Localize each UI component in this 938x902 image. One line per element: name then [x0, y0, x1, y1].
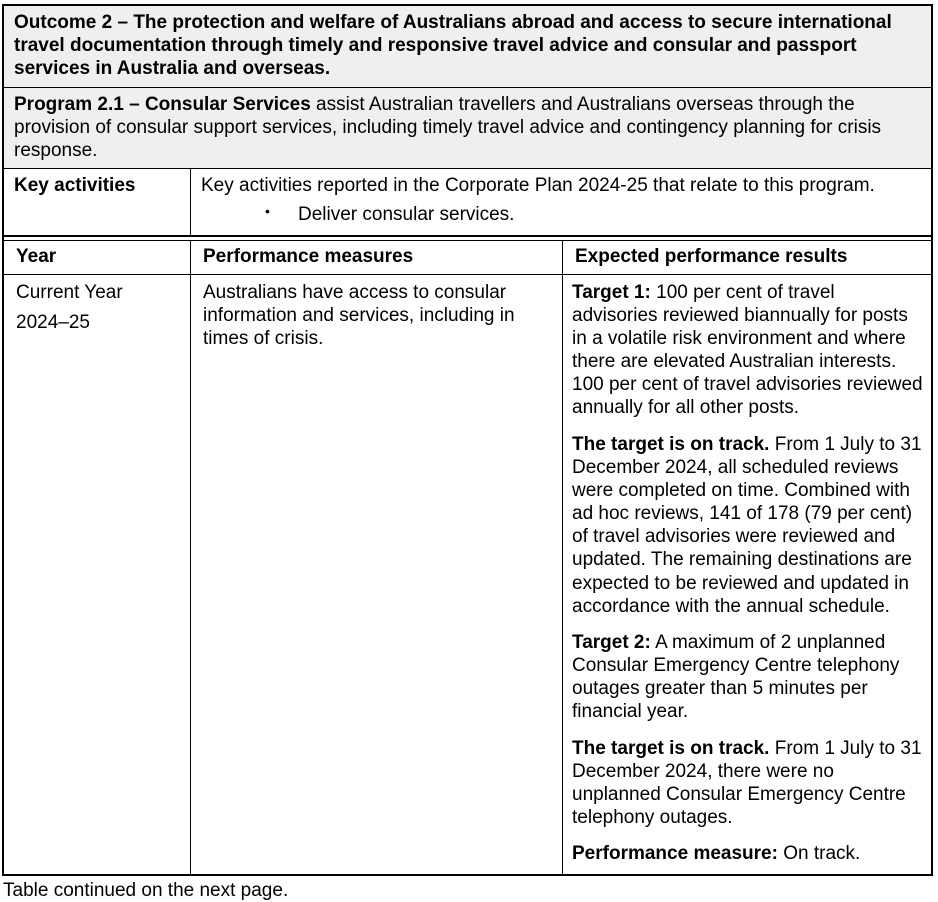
key-activities-label: Key activities — [14, 175, 136, 197]
table-body-row — [4, 275, 931, 874]
result-text: 100 per cent of travel advisories reviewed biannually for posts in a volatile risk environment and where there are elevated Australian interests. 100 per cent of travel advisories reviewed annually for all other posts. — [572, 281, 923, 419]
performance-table — [2, 4, 933, 876]
result-paragraph-target-1-status — [572, 433, 923, 618]
result-paragraph-overall-status — [572, 842, 923, 865]
key-activities-row — [4, 169, 931, 235]
table-continued-caption: Table continued on the next page. — [3, 879, 289, 901]
result-text: From 1 July to 31 December 2024, all scheduled reviews were completed on time. Combined with ad hoc reviews, 141 of 178 (79 per cent) of travel advisories were reviewed and updated. The remaining destinations are expected to be reviewed and updated in accordance with the annual schedule. — [572, 433, 922, 617]
result-text: On track. — [777, 843, 861, 865]
column-header-performance-measures: Performance measures — [190, 241, 562, 273]
bullet-item-text: Deliver consular services. — [298, 204, 515, 226]
key-activities-content-cell — [190, 169, 931, 235]
key-activities-intro: Key activities reported in the Corporate Plan 2024-25 that relate to this program. — [201, 175, 875, 197]
year-line-1: Current Year — [16, 281, 123, 303]
expected-results-cell — [562, 275, 931, 874]
result-lead-bold: The target is on track. — [572, 737, 770, 759]
performance-measure-text: Australians have access to consular information and services, including in times of crisis. — [203, 281, 515, 349]
performance-measure-cell — [190, 275, 562, 874]
bullet-icon: • — [265, 203, 270, 220]
program-row — [4, 88, 931, 170]
table-header-row — [4, 241, 931, 274]
result-paragraph-target-1 — [572, 281, 923, 420]
key-activities-label-cell — [4, 169, 190, 235]
result-lead-bold: Target 1: — [572, 281, 651, 303]
result-lead-bold: The target is on track. — [572, 433, 770, 455]
program-description: assist Australian travellers and Australians overseas through the provision of consular support services, including timely travel advice and contingency planning for crisis response. — [14, 93, 882, 161]
result-lead-bold: Performance measure: — [572, 843, 778, 865]
outcome-header-row — [4, 6, 931, 88]
year-cell — [4, 275, 190, 874]
outcome-title: Outcome 2 – The protection and welfare of Australians abroad and access to secure international travel documentation through timely and responsive travel advice and consular and passport services in Australia and overseas. — [14, 12, 892, 80]
result-paragraph-target-2 — [572, 631, 923, 724]
result-paragraph-target-2-status — [572, 737, 923, 830]
result-text: From 1 July to 31 December 2024, there were no unplanned Consular Emergency Centre telephony outages. — [572, 737, 922, 829]
key-activities-bullet-item — [201, 203, 921, 226]
column-header-expected-results: Expected performance results — [562, 241, 931, 273]
program-title: Program 2.1 – Consular Services — [14, 93, 311, 115]
result-text: A maximum of 2 unplanned Consular Emergency Centre telephony outages greater than 5 minutes per financial year. — [572, 631, 900, 723]
column-header-year: Year — [16, 246, 57, 268]
year-line-2: 2024–25 — [16, 311, 90, 333]
result-lead-bold: Target 2: — [572, 631, 651, 653]
